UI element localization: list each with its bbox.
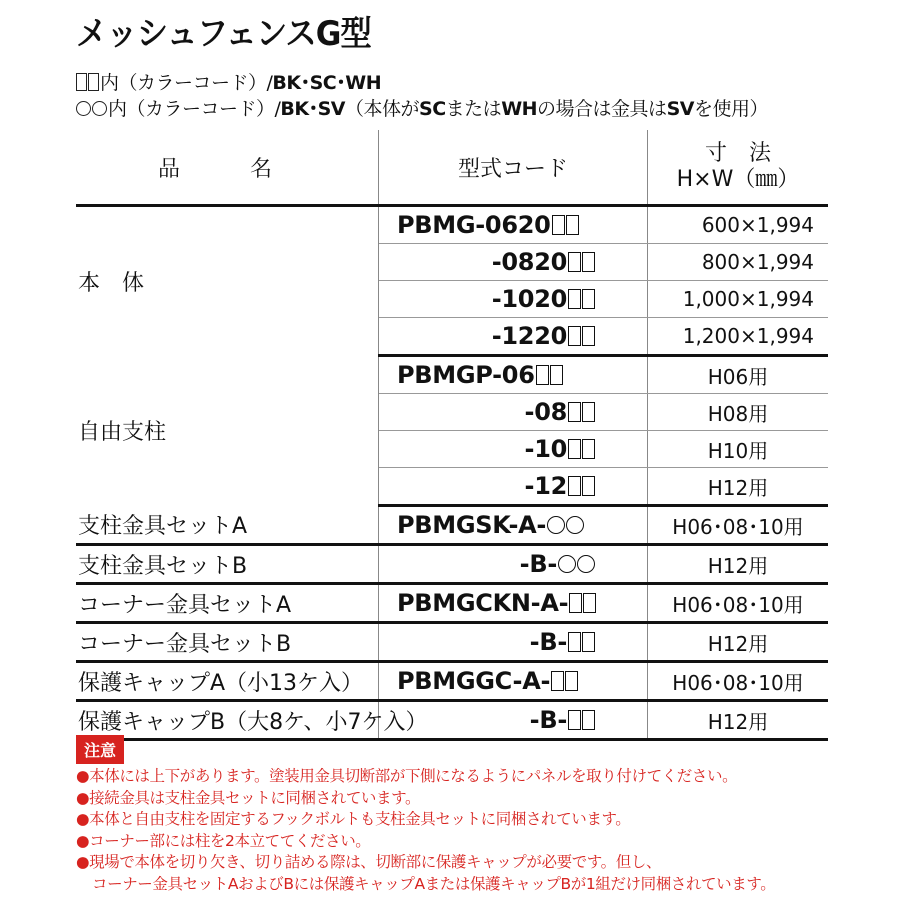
circle-mark-icon (558, 555, 576, 573)
note-item: ●本体と自由支柱を固定するフックボルトも支柱金具セットに同梱されています。 (76, 810, 631, 828)
model-code (379, 662, 648, 701)
legend-prefix: 内（カラーコード）/ (108, 98, 281, 120)
model-code-text: -1020 (491, 285, 567, 313)
product-name: 保護キャップA（小13ケ入） (76, 662, 379, 701)
model-code (379, 506, 648, 545)
square-mark-icon (568, 710, 581, 730)
legend-color-circle (76, 94, 768, 121)
model-code (379, 468, 648, 506)
table-row (76, 506, 828, 545)
square-mark-icon (582, 289, 595, 309)
model-code-text: -08 (524, 398, 567, 426)
product-table (76, 130, 828, 741)
table-row (76, 356, 828, 394)
circle-mark-icon (577, 555, 595, 573)
model-code-text: -B- (529, 628, 567, 656)
circle-mark-icon (547, 516, 565, 534)
model-code (379, 356, 648, 394)
model-code-text: PBMGSK-A- (397, 511, 547, 539)
header-name: 品 名 (76, 130, 379, 206)
model-code (379, 545, 648, 584)
legend-note: SC (419, 98, 446, 120)
model-code-text: -0820 (491, 248, 567, 276)
header-code: 型式コード (379, 130, 648, 206)
legend-codes: BK･SV (280, 98, 346, 120)
model-code-text: PBMG-0620 (397, 211, 551, 239)
product-name: 本 体 (76, 206, 379, 356)
dimension-value: H12用 (648, 623, 829, 662)
table-row (76, 206, 828, 244)
square-mark-icon (568, 326, 581, 346)
square-mark-icon (551, 671, 564, 691)
product-name: 自由支柱 (76, 356, 379, 506)
square-mark-icon (550, 365, 563, 385)
product-name: コーナー金具セットA (76, 584, 379, 623)
dimension-value: H12用 (648, 701, 829, 740)
model-code-text: -B- (529, 706, 567, 734)
notes-list (76, 766, 775, 895)
dimension-value: 800×1,994 (648, 244, 829, 281)
model-code (379, 318, 648, 356)
dimension-value: 1,000×1,994 (648, 281, 829, 318)
legend-note: SV (666, 98, 694, 120)
legend-note: の場合は金具は (537, 98, 667, 120)
dimension-value: 600×1,994 (648, 206, 829, 244)
circle-mark-icon (92, 101, 107, 116)
square-mark-icon (568, 476, 581, 496)
legend-note: WH (501, 98, 538, 120)
dimension-value: H06用 (648, 356, 829, 394)
page-title: メッシュフェンスG型 (76, 14, 371, 54)
square-mark-icon (88, 73, 99, 91)
legend-note: （本体が (345, 98, 420, 120)
square-mark-icon (568, 402, 581, 422)
product-name: 保護キャップB（大8ケ、小7ケ入） (76, 701, 379, 740)
square-mark-icon (76, 73, 87, 91)
square-mark-icon (582, 476, 595, 496)
dimension-value: H12用 (648, 468, 829, 506)
square-mark-icon (582, 710, 595, 730)
legend-color-square (76, 68, 381, 95)
notes-section (76, 735, 775, 895)
model-code (379, 244, 648, 281)
square-mark-icon (582, 252, 595, 272)
dimension-value: H08用 (648, 394, 829, 431)
caution-badge: 注意 (76, 735, 124, 764)
model-code-text: -1220 (491, 322, 567, 350)
model-code (379, 394, 648, 431)
model-code (379, 623, 648, 662)
dimension-value: H06･08･10用 (648, 662, 829, 701)
table-row (76, 701, 828, 740)
square-mark-icon (568, 632, 581, 652)
model-code (379, 431, 648, 468)
legend-codes: BK･SC･WH (272, 72, 382, 94)
table-body (76, 206, 828, 740)
square-mark-icon (583, 593, 596, 613)
dimension-value: H06･08･10用 (648, 584, 829, 623)
dimension-value: H12用 (648, 545, 829, 584)
note-item: ●接続金具は支柱金具セットに同梱されています。 (76, 788, 421, 807)
model-code-text: -B- (519, 550, 557, 578)
model-code (379, 206, 648, 244)
square-mark-icon (582, 632, 595, 652)
model-code (379, 584, 648, 623)
dimension-value: 1,200×1,994 (648, 318, 829, 356)
table-row (76, 662, 828, 701)
table-row (76, 584, 828, 623)
square-mark-icon (568, 289, 581, 309)
legend-prefix: 内（カラーコード）/ (100, 72, 273, 94)
note-item: ●本体には上下があります。塗装用金具切断部が下側になるようにパネルを取り付けてください。 (76, 767, 738, 785)
model-code-text: PBMGP-06 (397, 361, 535, 389)
dimension-value: H10用 (648, 431, 829, 468)
square-mark-icon (568, 439, 581, 459)
circle-mark-icon (566, 516, 584, 534)
model-code-text: PBMGGC-A- (397, 667, 551, 695)
model-code-text: -10 (524, 435, 567, 463)
header-dimensions (648, 130, 829, 206)
note-item: コーナー金具セットAおよびBには保護キャップAまたは保護キャップBが1組だけ同梱されています。 (92, 874, 776, 893)
circle-mark-icon (76, 101, 91, 116)
square-mark-icon (582, 439, 595, 459)
note-item: ●コーナー部には柱を2本立ててください。 (76, 831, 371, 850)
square-mark-icon (566, 215, 579, 235)
square-mark-icon (569, 593, 582, 613)
square-mark-icon (582, 402, 595, 422)
header-dim-unit: H×W（㎜） (676, 167, 800, 192)
header-dim-label: 寸 法 (704, 141, 771, 166)
product-name: 支柱金具セットB (76, 545, 379, 584)
legend-note: を使用） (693, 98, 768, 120)
square-mark-icon (565, 671, 578, 691)
square-mark-icon (536, 365, 549, 385)
dimension-value: H06･08･10用 (648, 506, 829, 545)
square-mark-icon (568, 252, 581, 272)
table-row (76, 623, 828, 662)
square-mark-icon (552, 215, 565, 235)
table-header-row (76, 130, 828, 206)
product-name: コーナー金具セットB (76, 623, 379, 662)
table-row (76, 545, 828, 584)
model-code (379, 281, 648, 318)
model-code-text: -12 (524, 472, 567, 500)
note-item: ●現場で本体を切り欠き、切り詰める際は、切断部に保護キャップが必要です。但し、 (76, 853, 662, 871)
legend-note: または (445, 98, 502, 120)
product-name: 支柱金具セットA (76, 506, 379, 545)
square-mark-icon (582, 326, 595, 346)
model-code-text: PBMGCKN-A- (397, 589, 569, 617)
